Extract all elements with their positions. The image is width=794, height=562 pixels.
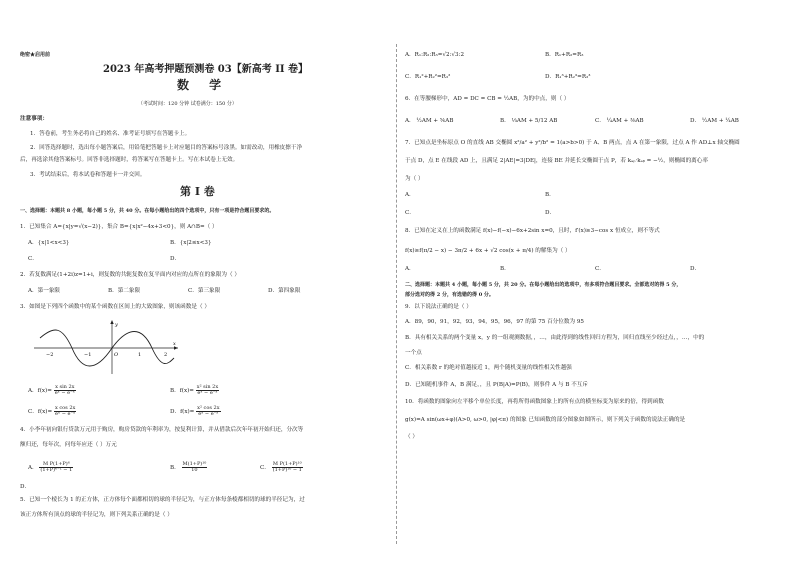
q4-c-den: (1+P)¹⁰ − 1 (272, 467, 302, 473)
right-column (405, 0, 785, 562)
q6-b-label: B． (500, 118, 510, 124)
function-graph (32, 318, 182, 376)
q6-option-b (500, 118, 557, 125)
q2-option-c: C．第三象限 (188, 288, 221, 294)
q6-a-val: ½AM + ⅚AB (416, 118, 454, 124)
q6-c-val: ¼AM + ⅜AB (606, 118, 644, 124)
q4-c-label: C． (260, 465, 270, 471)
q3-c-den: eˣ − e⁻ˣ (55, 411, 76, 417)
section1-heading: 一、选择题：本题共 8 小题，每小题 5 分，共 40 分。在每小题给出的四个选项中，只有一项是符合题目要求的。 (20, 208, 275, 214)
exam-info: （考试时间：120 分钟 试卷满分：150 分） (138, 101, 237, 107)
q4-b-den: 10 (191, 467, 198, 473)
question-3: 3．如图是下列四个函数中的某个函数在区间上的大致图象，则该函数是（ ） (20, 304, 210, 310)
section2-heading-cont: 部分选对的得 2 分，有选错的得 0 分。 (405, 292, 494, 298)
question-4-line2: 额归还，每年次，问每年应还（ ）万元 (20, 442, 117, 448)
tick-2: 2 (164, 352, 168, 358)
q4-option-a (28, 462, 73, 473)
question-8-line1: 8．已知在定义在上的函数满足 f(x)−f(−x)−6x+2sin x=0，且时，f′(x)≥3−cos x 恒成立，则不等式 (405, 228, 660, 234)
q2-option-a: A．第一象限 (28, 288, 61, 294)
question-8-line2: f(x)≥f(π/2 − x) − 3π/2 + 6x + √2 cos(x + π/4) 的解集为（ ） (405, 248, 571, 254)
q1-option-b: B．{x|2≤x<3} (170, 240, 212, 246)
question-5-line2: 该正方体所有顶点的球的半径记为，则下列关系正确的是（ ） (20, 512, 173, 518)
note-2-cont: 后，再选涂其他答案标号。回答非选择题时，将答案写在答题卡上。写在本试卷上无效。 (20, 157, 239, 163)
question-7-line2: 于点 D，点 E 在线段 AD 上，且满足 2|AE|=3|DE|，连接 BE 并延长交椭圆于点 P，若 kₐₚ·kₐᵦ = −½，则椭圆的离心率 (405, 158, 708, 164)
q3-a-num: x sin 2x (55, 384, 75, 390)
y-axis-arrow (110, 320, 113, 324)
q3-d-num: x² cos 2x (197, 405, 220, 411)
q5-option-b: B．R₁+R₂=R₃ (545, 52, 584, 58)
q4-a-num: M P(1+P)⁶ (39, 462, 73, 468)
secret-label: 绝密★启用前 (20, 52, 51, 58)
q7-option-d: D． (545, 210, 556, 216)
tick-neg2: −2 (46, 352, 54, 358)
q4-b-label: B． (170, 465, 180, 471)
q3-c-label: C．f(x)= (28, 409, 53, 415)
q3-b-label: B．f(x)= (170, 388, 194, 394)
q3-option-a (28, 385, 76, 396)
q6-d-label: D． (690, 118, 701, 124)
question-9: 9．以下说法正确的是（ ） (405, 304, 472, 310)
q4-a-den: (1+P)⁶⁻¹ − 1 (40, 467, 73, 473)
question-1: 1．已知集合 A={x|y=√(x−2)}，集合 B={x|x²−4x+3<0}，则 A∩B=（ ） (20, 224, 218, 230)
question-6: 6．在等腰梯形中，AD = DC = CB = ½AB，为的中点，则（ ） (405, 96, 570, 102)
q5-option-c: C．R₁²+R₂²=R₃² (405, 74, 451, 80)
q4-b-num: M(1+P)¹⁰ (182, 461, 207, 467)
question-10-line3: （ ） (405, 434, 418, 440)
question-4-line1: 4．小李年初向银行贷款万元用于购房，购房贷款的年利率为，按复利计算，并从借款后次年年初开始归还，分次等 (20, 427, 304, 433)
part-title: 第 I 卷 (180, 185, 215, 198)
q3-a-label: A．f(x)= (28, 388, 52, 394)
q7-option-c: C． (405, 210, 415, 216)
question-10-line1: 10．将函数的图象向左平移个单位长度，再将所得函数图象上的所有点的横坐标变为原来的倍，得到函数 (405, 399, 664, 405)
origin-label: O (114, 352, 119, 358)
q9-option-c: C．相关系数 r 的绝对值越接近 1，两个随机变量的线性相关性越强 (405, 365, 572, 371)
q8-option-c: C． (595, 266, 605, 272)
q4-option-c (260, 462, 303, 473)
q3-b-den: eˣ − e⁻ˣ (197, 390, 218, 396)
question-2: 2．若复数满足(1+2i)z=1+i，则复数的共轭复数在复平面内对应的点所在的象限为（ ） (20, 272, 240, 278)
q8-option-d: D． (690, 266, 701, 272)
q1-option-c: C． (28, 256, 38, 262)
q3-b-num: x² sin 2x (196, 384, 219, 390)
q5-option-d: D．R₁³+R₂³=R₃³ (545, 74, 591, 80)
q4-option-b (170, 462, 207, 473)
notes-header: 注意事项： (20, 116, 48, 122)
q1-option-a: A．{x|1<x<3} (28, 240, 70, 246)
q3-option-c (28, 406, 76, 417)
q8-option-b: B． (500, 266, 510, 272)
q3-d-label: D．f(x)= (170, 409, 195, 415)
note-2: 2．回答选择题时，选出每小题答案后，用铅笔把答题卡上对应题目的答案标号涂黑。如需改动，用橡皮擦干净 (30, 145, 303, 151)
q7-option-a: A． (405, 192, 415, 198)
tick-1: 1 (138, 352, 142, 358)
q3-a-den: eˣ − e⁻ˣ (54, 390, 75, 396)
q4-option-d: D． (20, 484, 31, 490)
exam-title: 2023 年高考押题预测卷 03【新高考 II 卷】 (103, 64, 309, 75)
q2-option-b: B．第二象限 (108, 288, 141, 294)
q9-option-a: A．89，90，91，92，93，94，95，96，97 的第 75 百分位数为 95 (405, 319, 584, 325)
q7-option-b: B． (545, 192, 555, 198)
section2-heading: 二、选择题：本题共 4 小题，每小题 5 分，共 20 分。在每小题给出的选项中，有多项符合题目要求。全部选对的得 5 分， (405, 282, 682, 288)
q6-a-label: A． (405, 118, 415, 124)
question-5-line1: 5．已知一个棱长为 1 的正方体，正方体每个面都相切的球的半径记为，与正方体每条棱都相切的球的半径记为，过 (20, 497, 305, 503)
q3-d-den: eˣ − e⁻ˣ (198, 411, 219, 417)
q8-option-a: A． (405, 266, 415, 272)
q4-a-label: A． (28, 465, 38, 471)
q9-option-d: D．已知随机事件 A，B 满足，，且 P(B|A)=P(B)，则事件 A 与 B 不互斥 (405, 382, 588, 388)
question-7-line1: 7．已知点是坐标原点 O 的直线 AB 交椭圆 x²/a² + y²/b² = 1(a>b>0) 于 A、B 两点，点 A 在第一象限，过点 A 作 AD⊥x 轴交椭圆 (405, 140, 740, 146)
q6-option-c (595, 118, 644, 125)
q9-option-b: B．具有相关关系的两个变量 x，y 的一组观测数据，，…，由此得到的线性回归方程为，回归直线至少经过点，，…，中的 (405, 335, 705, 341)
q5-option-a: A．R₁:R₂:R₃=√2:√3:2 (405, 52, 465, 58)
q4-c-num: M P(1+P)¹⁰ (272, 461, 302, 467)
note-3: 3．考试结束后，将本试卷和答题卡一并交回。 (30, 172, 146, 178)
q6-b-val: ⅓AM + 5/12 AB (511, 118, 558, 124)
y-axis-label: y (115, 322, 118, 328)
subject-title: 数 学 (177, 78, 230, 92)
q3-option-d (170, 406, 221, 417)
x-axis-label: x (173, 341, 176, 347)
q6-d-val: ½AM + ¼AB (701, 118, 739, 124)
question-7-line3: 为（ ） (405, 176, 424, 182)
q9-option-b-cont: 一个点 (405, 350, 422, 356)
q6-option-d (690, 118, 739, 125)
left-column (20, 0, 400, 562)
question-10-line2: g(x)=A sin(ωx+φ)(A>0, ω>0, |φ|<π) 的图象 已知函数的部分图象如图所示，则下列关于函数的说法正确的是 (405, 417, 686, 423)
q2-option-d: D．第四象限 (268, 288, 301, 294)
tick-neg1: −1 (84, 352, 92, 358)
q3-c-num: x cos 2x (54, 405, 76, 411)
q6-c-label: C． (595, 118, 605, 124)
q1-option-d: D． (170, 256, 181, 262)
q3-option-b (170, 385, 219, 396)
note-1: 1．答卷前，考生务必将自己的姓名、准考证号填写在答题卡上。 (30, 131, 191, 137)
q6-option-a (405, 118, 453, 125)
